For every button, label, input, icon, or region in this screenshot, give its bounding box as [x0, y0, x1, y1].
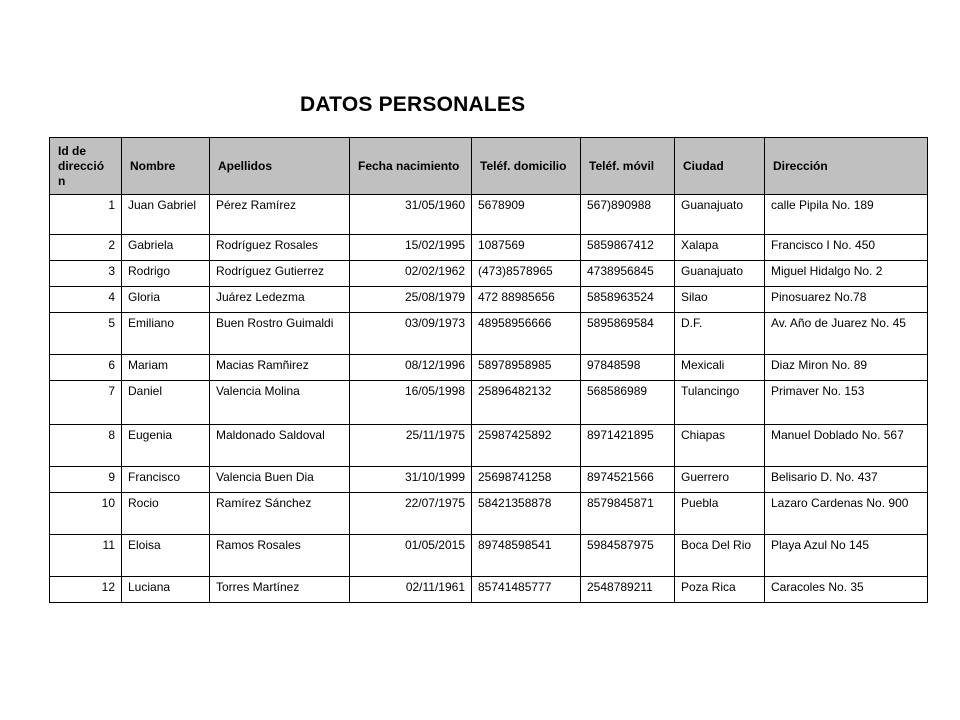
table-row: [50, 313, 928, 355]
cell-direccion: Miguel Hidalgo No. 2: [765, 261, 928, 287]
cell-apellidos: Ramos Rosales: [210, 535, 350, 577]
cell-direccion: Av. Año de Juarez No. 45: [765, 313, 928, 355]
cell-id: 2: [50, 235, 122, 261]
column-header-fecha: Fecha nacimiento: [350, 138, 472, 195]
cell-apellidos: Macias Ramñirez: [210, 355, 350, 381]
cell-ciudad: Silao: [675, 287, 765, 313]
cell-direccion: calle Pipila No. 189: [765, 195, 928, 235]
cell-telefono-domicilio: 58978958985: [472, 355, 581, 381]
cell-apellidos: Valencia Molina: [210, 381, 350, 425]
cell-ciudad: Guerrero: [675, 467, 765, 493]
cell-apellidos: Torres Martínez: [210, 577, 350, 603]
cell-apellidos: Pérez Ramírez: [210, 195, 350, 235]
cell-nombre: Eugenia: [122, 425, 210, 467]
cell-telefono-movil: 8971421895: [581, 425, 675, 467]
cell-telefono-domicilio: 25896482132: [472, 381, 581, 425]
cell-nombre: Rodrigo: [122, 261, 210, 287]
cell-direccion: Lazaro Cardenas No. 900: [765, 493, 928, 535]
cell-nombre: Francisco: [122, 467, 210, 493]
column-header-telefono-domicilio: Teléf. domicilio: [472, 138, 581, 195]
cell-nombre: Eloisa: [122, 535, 210, 577]
cell-fecha: 25/08/1979: [350, 287, 472, 313]
cell-id: 9: [50, 467, 122, 493]
cell-telefono-domicilio: 472 88985656: [472, 287, 581, 313]
cell-id: 3: [50, 261, 122, 287]
cell-id: 6: [50, 355, 122, 381]
column-header-id: Id de direcció n: [50, 138, 122, 195]
cell-telefono-domicilio: 85741485777: [472, 577, 581, 603]
cell-telefono-movil: 4738956845: [581, 261, 675, 287]
cell-id: 5: [50, 313, 122, 355]
table-row: [50, 287, 928, 313]
cell-fecha: 02/02/1962: [350, 261, 472, 287]
cell-telefono-movil: 567)890988: [581, 195, 675, 235]
cell-nombre: Juan Gabriel: [122, 195, 210, 235]
cell-telefono-movil: 97848598: [581, 355, 675, 381]
cell-telefono-movil: 8579845871: [581, 493, 675, 535]
cell-nombre: Gabriela: [122, 235, 210, 261]
cell-id: 10: [50, 493, 122, 535]
table-row: [50, 493, 928, 535]
cell-telefono-domicilio: 5678909: [472, 195, 581, 235]
cell-telefono-movil: 5984587975: [581, 535, 675, 577]
cell-telefono-movil: 2548789211: [581, 577, 675, 603]
column-header-direccion: Dirección: [765, 138, 928, 195]
cell-fecha: 31/05/1960: [350, 195, 472, 235]
cell-telefono-movil: 5895869584: [581, 313, 675, 355]
cell-id: 1: [50, 195, 122, 235]
cell-fecha: 03/09/1973: [350, 313, 472, 355]
cell-telefono-movil: 568586989: [581, 381, 675, 425]
cell-id: 11: [50, 535, 122, 577]
cell-fecha: 16/05/1998: [350, 381, 472, 425]
cell-fecha: 01/05/2015: [350, 535, 472, 577]
cell-telefono-domicilio: 25987425892: [472, 425, 581, 467]
table-row: [50, 355, 928, 381]
cell-id: 7: [50, 381, 122, 425]
cell-ciudad: Chiapas: [675, 425, 765, 467]
cell-ciudad: Boca Del Rio: [675, 535, 765, 577]
table-row: [50, 425, 928, 467]
cell-direccion: Primaver No. 153: [765, 381, 928, 425]
cell-telefono-domicilio: 89748598541: [472, 535, 581, 577]
cell-id: 12: [50, 577, 122, 603]
cell-ciudad: Guanajuato: [675, 195, 765, 235]
cell-id: 4: [50, 287, 122, 313]
cell-direccion: Belisario D. No. 437: [765, 467, 928, 493]
cell-apellidos: Maldonado Saldoval: [210, 425, 350, 467]
cell-fecha: 22/07/1975: [350, 493, 472, 535]
cell-apellidos: Buen Rostro Guimaldi: [210, 313, 350, 355]
cell-apellidos: Rodríguez Gutierrez: [210, 261, 350, 287]
cell-telefono-domicilio: (473)8578965: [472, 261, 581, 287]
cell-telefono-movil: 8974521566: [581, 467, 675, 493]
cell-ciudad: Xalapa: [675, 235, 765, 261]
cell-direccion: Caracoles No. 35: [765, 577, 928, 603]
table-row: [50, 235, 928, 261]
cell-apellidos: Ramírez Sánchez: [210, 493, 350, 535]
cell-fecha: 25/11/1975: [350, 425, 472, 467]
cell-fecha: 15/02/1995: [350, 235, 472, 261]
cell-direccion: Francisco I No. 450: [765, 235, 928, 261]
cell-fecha: 31/10/1999: [350, 467, 472, 493]
table-row: [50, 195, 928, 235]
cell-fecha: 08/12/1996: [350, 355, 472, 381]
table-row: [50, 577, 928, 603]
table-row: [50, 467, 928, 493]
cell-ciudad: Guanajuato: [675, 261, 765, 287]
column-header-nombre: Nombre: [122, 138, 210, 195]
cell-nombre: Emiliano: [122, 313, 210, 355]
cell-ciudad: D.F.: [675, 313, 765, 355]
cell-nombre: Daniel: [122, 381, 210, 425]
header-row: [50, 138, 928, 195]
cell-telefono-domicilio: 48958956666: [472, 313, 581, 355]
cell-telefono-domicilio: 25698741258: [472, 467, 581, 493]
table-row: [50, 381, 928, 425]
cell-direccion: Manuel Doblado No. 567: [765, 425, 928, 467]
cell-direccion: Pinosuarez No.78: [765, 287, 928, 313]
column-header-ciudad: Ciudad: [675, 138, 765, 195]
cell-ciudad: Mexicali: [675, 355, 765, 381]
cell-ciudad: Poza Rica: [675, 577, 765, 603]
cell-nombre: Mariam: [122, 355, 210, 381]
cell-nombre: Gloria: [122, 287, 210, 313]
cell-telefono-movil: 5859867412: [581, 235, 675, 261]
cell-direccion: Diaz Miron No. 89: [765, 355, 928, 381]
cell-apellidos: Valencia Buen Dia: [210, 467, 350, 493]
cell-telefono-domicilio: 58421358878: [472, 493, 581, 535]
cell-apellidos: Rodríguez Rosales: [210, 235, 350, 261]
table-row: [50, 535, 928, 577]
cell-apellidos: Juárez Ledezma: [210, 287, 350, 313]
column-header-telefono-movil: Teléf. móvil: [581, 138, 675, 195]
table-row: [50, 261, 928, 287]
cell-id: 8: [50, 425, 122, 467]
cell-nombre: Luciana: [122, 577, 210, 603]
cell-ciudad: Puebla: [675, 493, 765, 535]
page-title: DATOS PERSONALES: [300, 93, 526, 116]
cell-fecha: 02/11/1961: [350, 577, 472, 603]
cell-telefono-movil: 5858963524: [581, 287, 675, 313]
column-header-apellidos: Apellidos: [210, 138, 350, 195]
cell-telefono-domicilio: 1087569: [472, 235, 581, 261]
cell-direccion: Playa Azul No 145: [765, 535, 928, 577]
personal-data-table: [49, 137, 928, 603]
cell-nombre: Rocio: [122, 493, 210, 535]
cell-ciudad: Tulancingo: [675, 381, 765, 425]
